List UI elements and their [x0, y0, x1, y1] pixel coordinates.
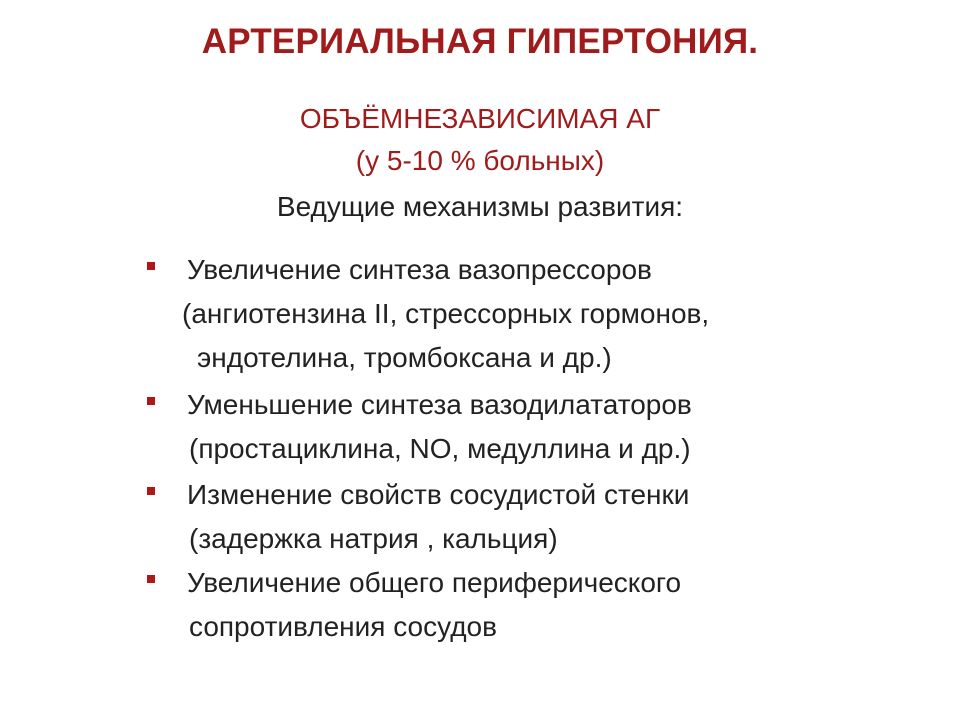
- slide-title: АРТЕРИАЛЬНАЯ ГИПЕРТОНИЯ.: [201, 22, 759, 61]
- bullet-1-line-1: Увеличение синтеза вазопрессоров: [187, 254, 652, 285]
- bullet-2-line-1: Уменьшение синтеза вазодилататоров: [187, 389, 692, 420]
- bullet-1-line-2: (ангиотензина II, стрессорных гормонов,: [182, 298, 710, 329]
- bullet-4-line-2: сопротивления сосудов: [189, 611, 497, 642]
- bullet-1-line-3: эндотелина, тромбоксана и др.): [197, 342, 612, 373]
- bullet-marker: [147, 397, 155, 405]
- bullet-2-line-2: (простациклина, NO, медуллина и др.): [189, 433, 691, 464]
- bullet-marker: [147, 262, 155, 270]
- bullet-marker: [147, 487, 155, 495]
- bullet-4-line-1: Увеличение общего периферического: [187, 567, 682, 598]
- subtitle-prevalence: (у 5-10 % больных): [355, 145, 605, 176]
- subtitle-mechanisms-heading: Ведущие механизмы развития:: [276, 191, 684, 222]
- bullet-3-line-2: (задержка натрия , кальция): [189, 523, 558, 554]
- bullet-marker: [147, 575, 155, 583]
- subtitle-type: ОБЪЁМНЕЗАВИСИМАЯ АГ: [299, 103, 661, 134]
- bullet-3-line-1: Изменение свойств сосудистой стенки: [187, 479, 690, 510]
